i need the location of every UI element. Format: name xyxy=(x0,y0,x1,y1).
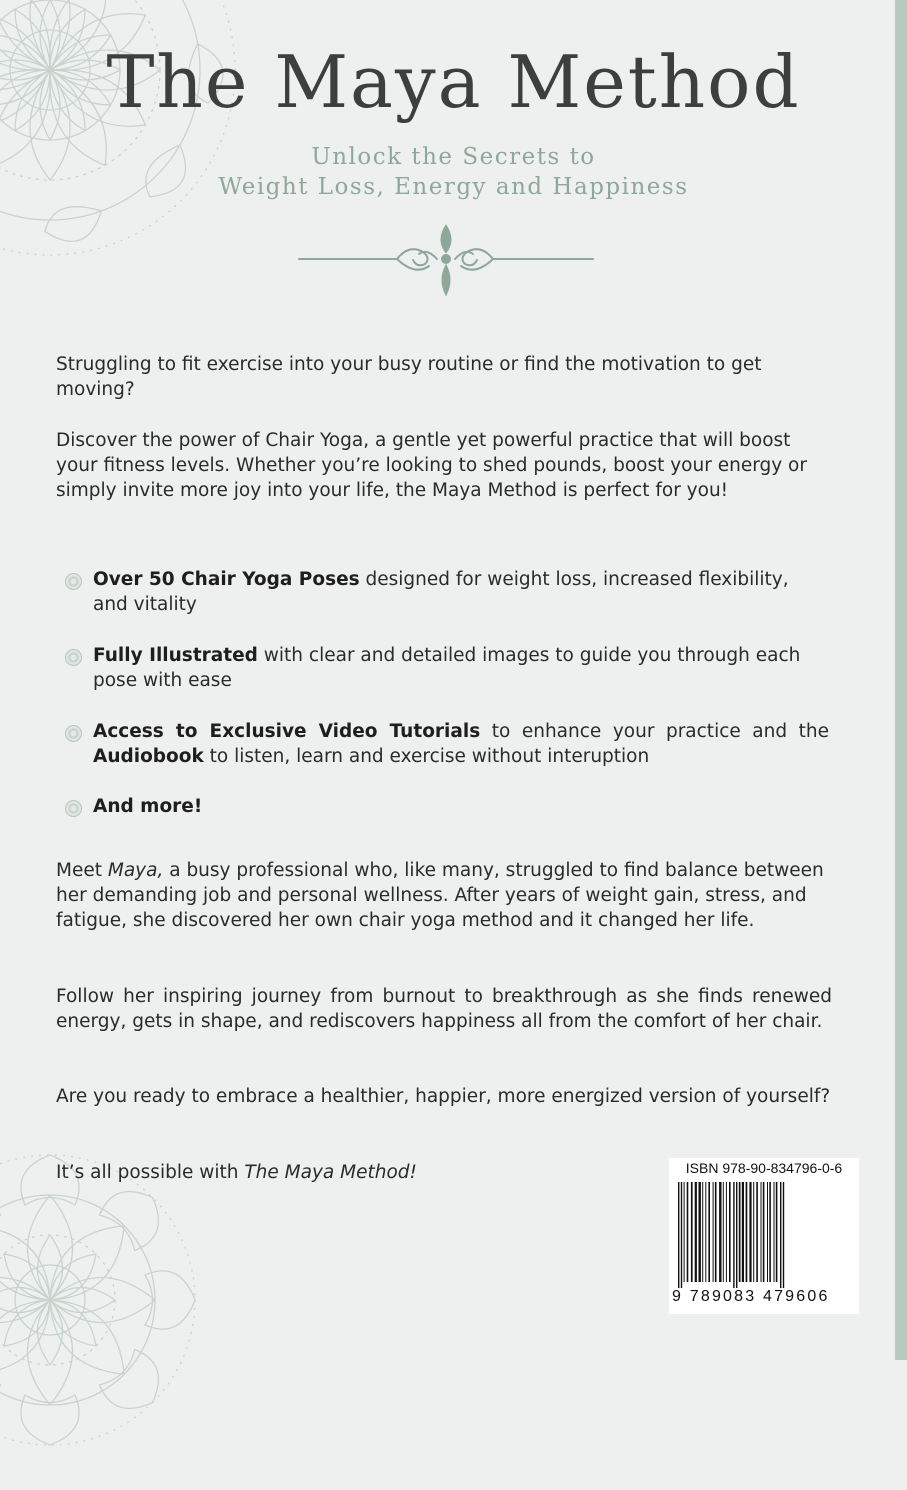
barcode-bar xyxy=(761,1182,762,1282)
barcode-bar xyxy=(733,1182,734,1288)
bullet-poses-text: designed for weight loss, increased flexibility, and vitality xyxy=(93,569,789,615)
barcode-bar xyxy=(767,1182,768,1282)
chair-yoga-description: Discover the power of Chair Yoga, a gentle yet powerful practice that will boost your fitness levels. Whether you’re looking to shed pounds, boost your energy or simply invite more joy into your life, the Maya Method is perfect for you! xyxy=(56,430,807,501)
bullet-poses-bold: Over 50 Chair Yoga Poses xyxy=(93,569,360,590)
barcode-bar xyxy=(699,1182,701,1282)
barcode-bar xyxy=(691,1182,693,1282)
bullet-poses xyxy=(93,567,829,617)
barcode-bar xyxy=(774,1182,775,1282)
barcode-bar xyxy=(678,1182,679,1288)
meet-maya-paragraph: Meet Maya, a busy professional who, like many, struggled to find balance between her demanding job and personal wellness. After years of weight gain, stress, and fatigue, she discovered her own chair yoga method and it changed her life. xyxy=(56,860,824,931)
barcode-bar xyxy=(719,1182,721,1282)
barcode-bar xyxy=(695,1182,697,1282)
barcode-bar xyxy=(715,1182,717,1282)
isbn-label: ISBN 978-90-834796-0-6 xyxy=(685,1160,843,1176)
spine-edge-strip xyxy=(895,0,907,1360)
barcode-bar xyxy=(742,1182,744,1282)
barcode-bar xyxy=(746,1182,748,1282)
maya-name: Maya, xyxy=(107,860,164,881)
barcode-bar xyxy=(780,1182,781,1288)
bullet-audiobook-bold: Audiobook xyxy=(93,746,204,767)
subtitle-line-1: Unlock the Secrets to xyxy=(311,144,596,170)
barcode-bar xyxy=(726,1182,727,1282)
subtitle-line-2: Weight Loss, Energy and Happiness xyxy=(218,174,689,200)
flourish-ornament-icon xyxy=(297,218,595,300)
intro-question: Struggling to fit exercise into your busy routine or find the motivation to get moving? xyxy=(56,354,762,400)
bullet-illustrated xyxy=(93,643,829,693)
barcode-bar xyxy=(705,1182,706,1282)
mandala-bullet-icon xyxy=(65,573,82,590)
bullet-illustrated-text: with clear and detailed images to guide you through each pose with ease xyxy=(93,645,801,691)
book-title: The Maya Method xyxy=(106,40,801,124)
mandala-bullet-icon xyxy=(65,800,82,817)
barcode-bar xyxy=(684,1182,685,1282)
barcode-bar xyxy=(783,1182,784,1288)
bullet-audiobook-text: to listen, learn and exercise without interuption xyxy=(203,746,650,767)
bullet-video-text: to enhance your practice and the xyxy=(480,721,829,742)
mandala-bullet-icon xyxy=(65,725,82,742)
bullet-and-more xyxy=(93,794,829,819)
barcode-bar xyxy=(681,1182,682,1288)
barcode-digits: 9 789083 479606 xyxy=(672,1288,830,1305)
closing-line: It’s all possible with The Maya Method! xyxy=(56,1162,417,1183)
barcode-bar xyxy=(736,1182,737,1288)
barcode-bar xyxy=(702,1182,703,1282)
barcode-bar xyxy=(687,1182,689,1282)
barcode-bar xyxy=(769,1182,771,1282)
mandala-bullet-icon xyxy=(65,649,82,666)
bullet-illustrated-bold: Fully Illustrated xyxy=(93,645,258,666)
journey-paragraph: Follow her inspiring journey from burnout to breakthrough as she finds renewed energy, gets in shape, and rediscovers happiness all from the comfort of her chair. xyxy=(56,986,832,1032)
barcode-bars xyxy=(678,1182,850,1288)
barcode-bar xyxy=(708,1182,710,1282)
barcode-bar xyxy=(776,1182,778,1282)
barcode-bar xyxy=(729,1182,731,1282)
closing-book-title: The Maya Method! xyxy=(244,1162,417,1183)
bullet-and-more-bold: And more! xyxy=(93,796,203,817)
ready-question: Are you ready to embrace a healthier, happier, more energized version of yourself? xyxy=(56,1086,831,1107)
barcode-bar xyxy=(763,1182,765,1282)
barcode-bar xyxy=(749,1182,751,1282)
barcode-bar xyxy=(753,1182,754,1282)
bullet-video-tutorials xyxy=(93,719,829,769)
barcode-bar xyxy=(713,1182,714,1282)
bullet-video-bold: Access to Exclusive Video Tutorials xyxy=(93,721,481,742)
barcode-bar xyxy=(739,1182,741,1282)
barcode-bar xyxy=(723,1182,724,1282)
barcode-bar xyxy=(756,1182,758,1282)
